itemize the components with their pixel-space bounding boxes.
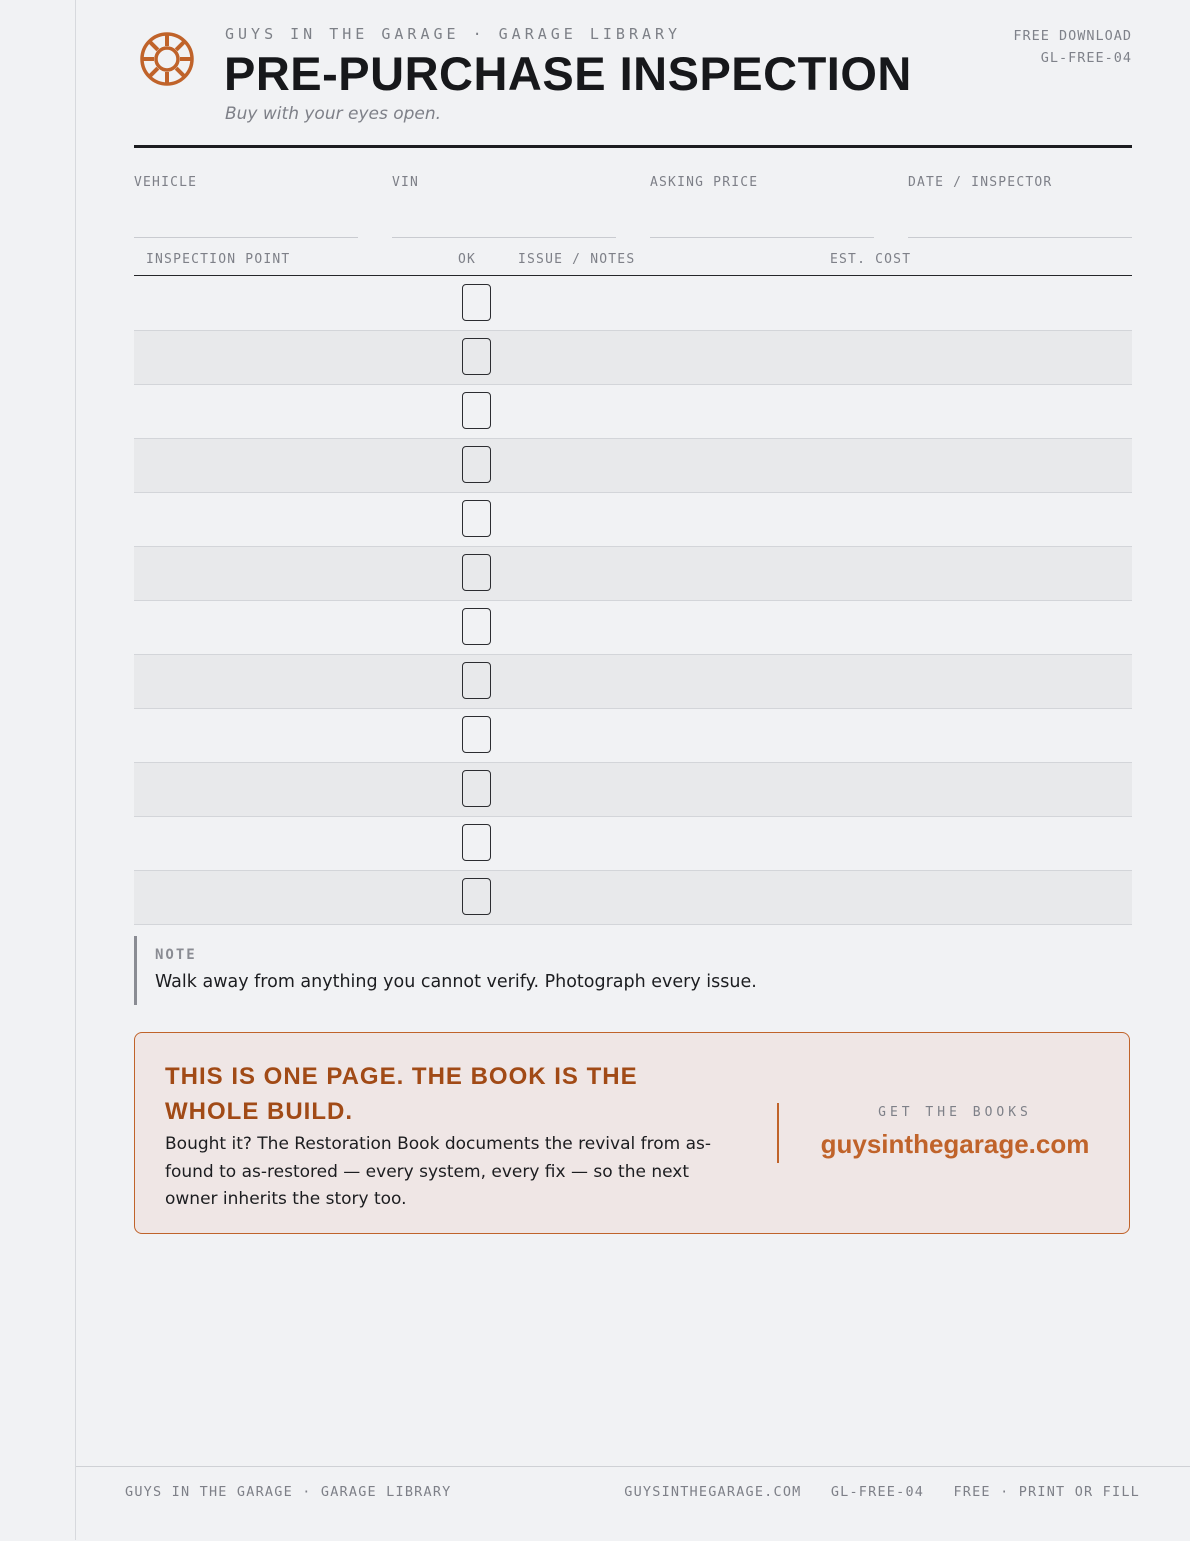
footer-code: GL-FREE-04 bbox=[830, 1484, 925, 1500]
document-code: GL-FREE-04 bbox=[1040, 50, 1132, 66]
inspection-row[interactable] bbox=[134, 709, 1132, 763]
inspection-row[interactable] bbox=[134, 655, 1132, 709]
inspection-row[interactable] bbox=[134, 871, 1132, 925]
promo-headline: THIS IS ONE PAGE. THE BOOK IS THE WHOLE BUILD. bbox=[165, 1063, 638, 1125]
vin-field[interactable] bbox=[392, 175, 616, 238]
promo-cta-label: GET THE BOOKS bbox=[878, 1105, 1032, 1120]
free-download-badge: FREE DOWNLOAD bbox=[1013, 28, 1132, 44]
vehicle-field[interactable] bbox=[134, 175, 358, 238]
col-est-cost: EST. COST bbox=[830, 252, 912, 267]
ok-checkbox[interactable] bbox=[462, 392, 491, 429]
note-label: NOTE bbox=[155, 947, 197, 963]
inspection-row[interactable] bbox=[134, 493, 1132, 547]
page-spine-line bbox=[75, 0, 76, 1540]
ok-checkbox[interactable] bbox=[462, 446, 491, 483]
inspection-table-header bbox=[134, 250, 1132, 276]
note-callout bbox=[134, 936, 837, 1005]
col-inspection-point: INSPECTION POINT bbox=[146, 252, 291, 267]
footer-meta bbox=[604, 1484, 1140, 1500]
inspection-row[interactable] bbox=[134, 439, 1132, 493]
ok-checkbox[interactable] bbox=[462, 770, 491, 807]
asking-price-field[interactable] bbox=[650, 175, 874, 238]
col-ok: OK bbox=[458, 252, 477, 267]
ok-checkbox[interactable] bbox=[462, 500, 491, 537]
note-text: Walk away from anything you cannot verify. Photograph every issue. bbox=[155, 972, 757, 992]
inspection-row[interactable] bbox=[134, 277, 1132, 331]
vin-field-label: VIN bbox=[392, 175, 420, 190]
page-title: PRE-PURCHASE INSPECTION bbox=[224, 47, 912, 100]
col-issue-notes: ISSUE / NOTES bbox=[518, 252, 636, 267]
page-tagline: Buy with your eyes open. bbox=[225, 104, 442, 124]
footer-brand: GUYS IN THE GARAGE · GARAGE LIBRARY bbox=[125, 1484, 452, 1500]
promo-divider bbox=[777, 1103, 779, 1163]
ok-checkbox[interactable] bbox=[462, 554, 491, 591]
ok-checkbox[interactable] bbox=[462, 716, 491, 753]
page-header bbox=[134, 24, 1132, 128]
vehicle-info-fields bbox=[134, 175, 1132, 237]
footer-license: FREE · PRINT OR FILL bbox=[953, 1484, 1140, 1500]
page-footer bbox=[76, 1466, 1190, 1541]
inspection-table-body bbox=[134, 277, 1132, 925]
ok-checkbox[interactable] bbox=[462, 608, 491, 645]
header-rule bbox=[134, 145, 1132, 148]
inspection-row[interactable] bbox=[134, 763, 1132, 817]
gear-icon bbox=[138, 30, 196, 88]
inspection-row[interactable] bbox=[134, 331, 1132, 385]
inspection-row[interactable] bbox=[134, 385, 1132, 439]
document-meta bbox=[1013, 25, 1132, 69]
promo-body: Bought it? The Restoration Book documents the revival from as-found to as-restored — every system, every fix — so the next owner inherits the story too. bbox=[165, 1134, 712, 1209]
ok-checkbox[interactable] bbox=[462, 878, 491, 915]
ok-checkbox[interactable] bbox=[462, 662, 491, 699]
ok-checkbox[interactable] bbox=[462, 824, 491, 861]
asking-price-field-label: ASKING PRICE bbox=[650, 175, 759, 190]
footer-site: GUYSINTHEGARAGE.COM bbox=[624, 1484, 802, 1500]
promo-cta-link[interactable]: guysinthegarage.com bbox=[820, 1129, 1090, 1159]
ok-checkbox[interactable] bbox=[462, 338, 491, 375]
promo-box bbox=[134, 1032, 1130, 1234]
ok-checkbox[interactable] bbox=[462, 284, 491, 321]
date-inspector-field[interactable] bbox=[908, 175, 1132, 238]
inspection-row[interactable] bbox=[134, 817, 1132, 871]
date-inspector-field-label: DATE / INSPECTOR bbox=[908, 175, 1053, 190]
inspection-row[interactable] bbox=[134, 601, 1132, 655]
vehicle-field-label: VEHICLE bbox=[134, 175, 198, 190]
inspection-row[interactable] bbox=[134, 547, 1132, 601]
brand-kicker: GUYS IN THE GARAGE · GARAGE LIBRARY bbox=[225, 25, 682, 43]
